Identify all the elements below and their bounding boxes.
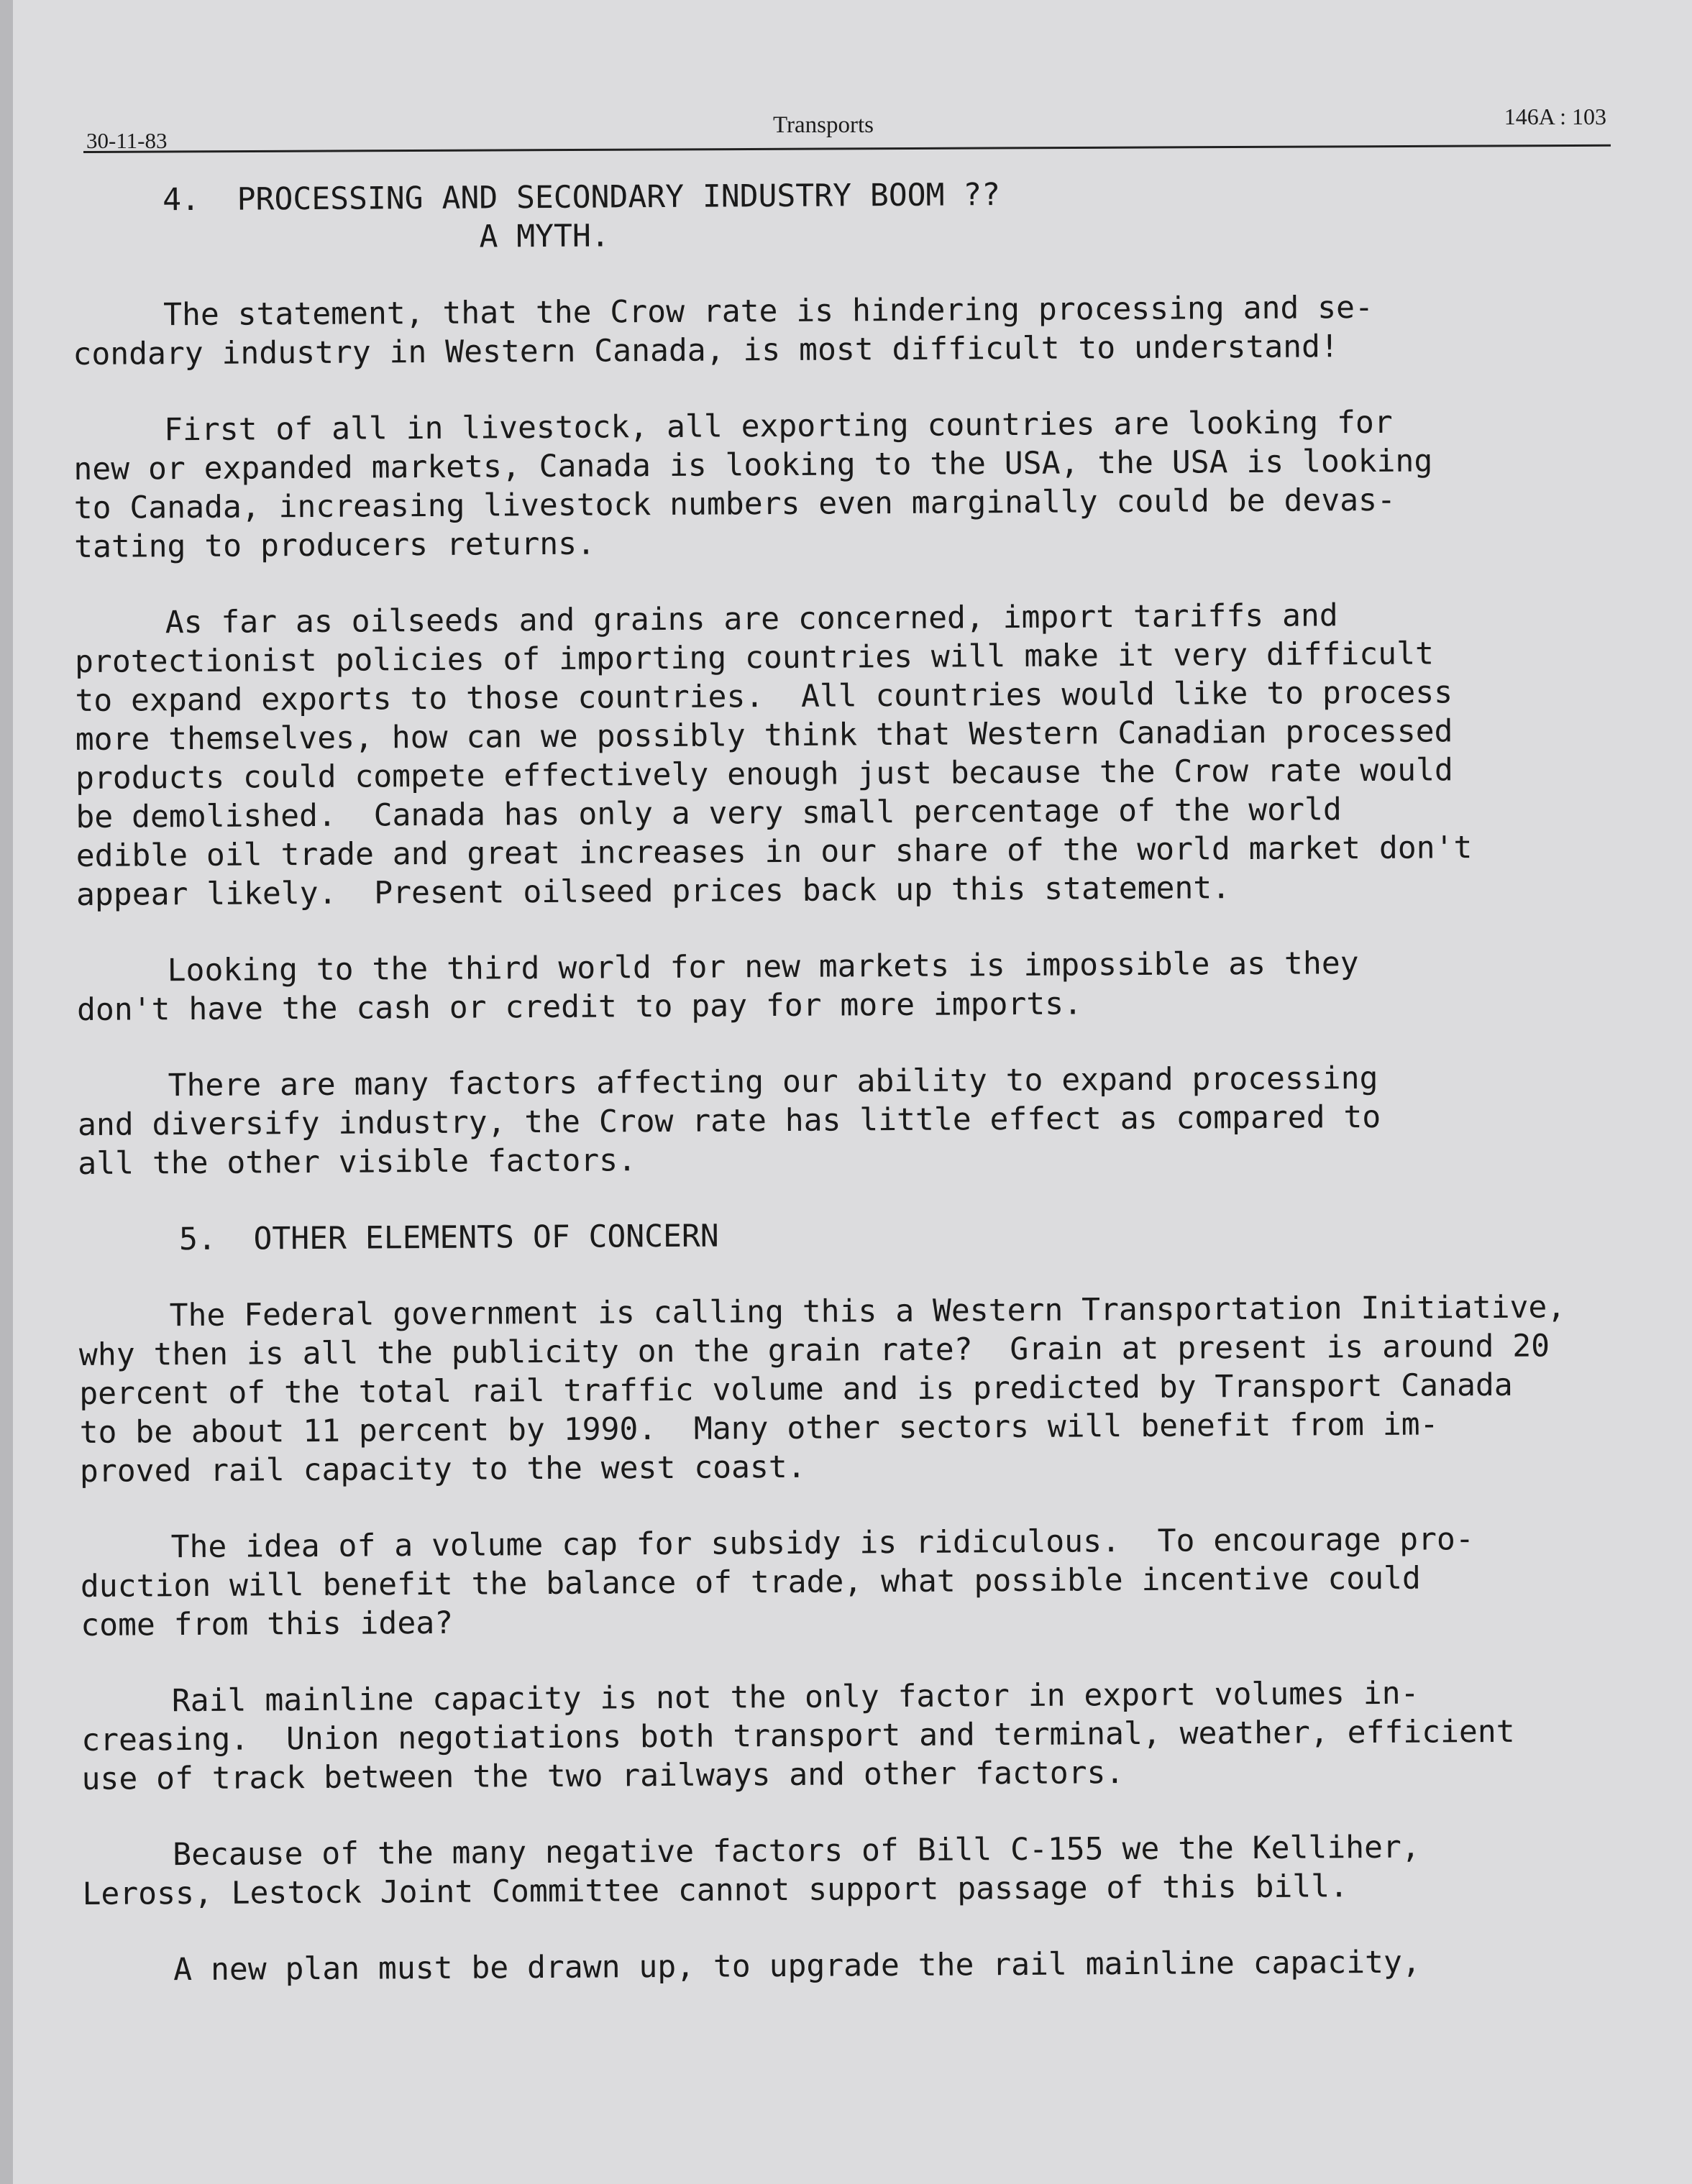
paragraph [73,287,1627,374]
paragraph-line: creasing. Union negotiations both transport and terminal, weather, efficient [81,1713,1515,1758]
section-4-paragraphs [73,287,1631,1183]
paragraph-line: There are many factors affecting our ability to expand processing [168,1060,1378,1104]
paragraph-line: appear likely. Present oilseed prices back up this statement. [76,870,1231,913]
paragraph-line: to expand exports to those countries. All countries would like to process [75,674,1453,719]
paragraph-line: Looking to the third world for new markets is impossible as they [167,945,1359,989]
document-page [13,0,1692,2184]
paragraph-line: Leross, Lestock Joint Committee cannot support passage of this bill. [82,1868,1349,1912]
section-5-paragraphs [78,1288,1636,1990]
section-5-title: 5. OTHER ELEMENTS OF CONCERN [178,1218,719,1258]
section-4-subtitle: A MYTH. [479,218,610,255]
paragraph-line: more themselves, how can we possibly think that Western Canadian processed [75,713,1453,758]
paragraph [83,1942,1636,1990]
binding-edge [0,0,13,2184]
paragraph-line: Rail mainline capacity is not the only factor in export volumes in- [171,1675,1419,1720]
header-title: Transports [773,112,874,138]
paragraph-line: Because of the many negative factors of Bill C-155 we the Kelliher, [173,1829,1420,1873]
paragraph-line: The statement, that the Crow rate is hindering processing and se- [163,289,1373,334]
paragraph [80,1519,1634,1645]
paragraph-line: to be about 11 percent by 1990. Many other sectors will benefit from im- [79,1406,1439,1451]
paragraph-line: and diversify industry, the Crow rate has little effect as compared to [77,1098,1381,1143]
paragraph-line: proved rail capacity to the west coast. [79,1449,806,1490]
paragraph-line: edible oil trade and great increases in our share of the world market don't [76,830,1473,874]
paragraph [82,1827,1636,1914]
header-date: 30-11-83 [86,128,168,153]
paragraph [81,1673,1635,1799]
paragraph-line: use of track between the two railways and other factors. [81,1755,1125,1797]
paragraph [78,1288,1633,1491]
paragraph-line: tating to producers returns. [73,526,596,565]
paragraph-line: don't have the cash or credit to pay for more imports. [76,986,1083,1028]
paragraph-line: all the other visible factors. [78,1142,637,1182]
paragraph-line: to Canada, increasing livestock numbers even marginally could be devas- [73,482,1396,526]
paragraph-line: why then is all the publicity on the grain rate? Grain at present is around 20 [78,1328,1550,1373]
paragraph-line: The Federal government is calling this a Western Transportation Initiative, [169,1289,1566,1334]
paragraph-line: come from this idea? [81,1605,454,1643]
paragraph [75,595,1630,914]
paragraph-line: As far as oilseeds and grains are concerned, import tariffs and [165,597,1338,641]
paragraph [78,1057,1632,1183]
paragraph-line: A new plan must be drawn up, to upgrade the rail mainline capacity, [173,1944,1421,1988]
paragraph-line: percent of the total rail traffic volume and is predicted by Transport Canada [79,1367,1513,1412]
header-rule [83,144,1611,153]
paragraph-line: condary industry in Western Canada, is most difficult to understand! [73,329,1339,372]
paragraph-line: First of all in livestock, all exporting countries are looking for [163,404,1393,449]
paragraph-line: be demolished. Canada has only a very small percentage of the world [76,792,1342,835]
document-body [72,172,1637,2027]
paragraph [73,402,1627,566]
section-4-title: 4. PROCESSING AND SECONDARY INDUSTRY BOOM ?? [163,177,1001,219]
paragraph-line: new or expanded markets, Canada is looking to the USA, the USA is looking [73,443,1433,487]
paragraph-line: duction will benefit the balance of trade, what possible incentive could [80,1560,1422,1605]
header-page-reference: 146A : 103 [1504,104,1606,129]
page-header [72,101,1611,158]
paragraph [77,942,1631,1029]
paragraph-line: The idea of a volume cap for subsidy is ridiculous. To encourage pro- [170,1521,1474,1566]
paragraph-line: products could compete effectively enough just because the Crow rate would [75,752,1453,797]
paragraph-line: protectionist policies of importing countries will make it very difficult [74,636,1435,680]
